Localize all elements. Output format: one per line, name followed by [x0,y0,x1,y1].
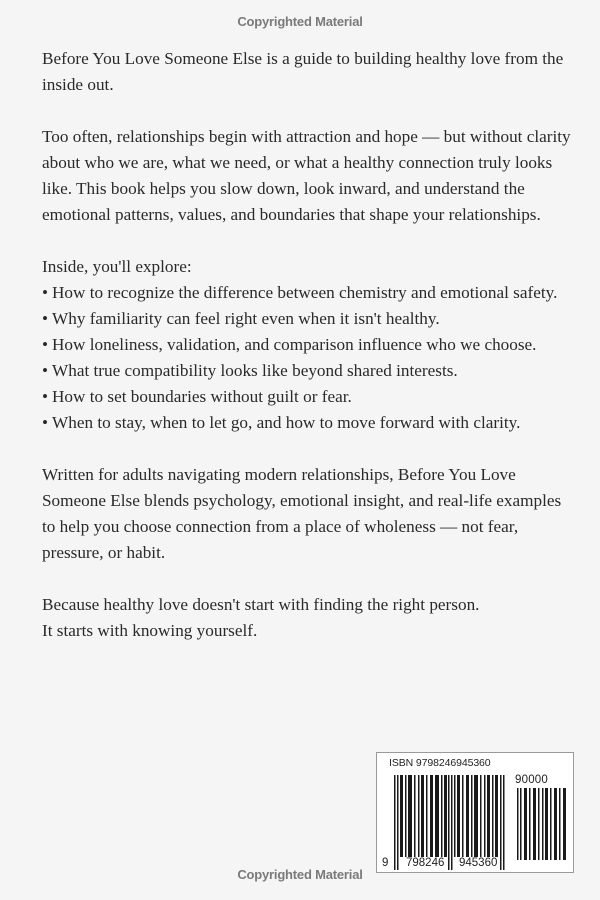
intro-paragraph: Before You Love Someone Else is a guide to building healthy love from the inside out. [42,49,564,94]
bullet-icon: • [42,413,49,432]
closing-line-2: It starts with knowing yourself. [42,621,258,640]
barcode-digit-first: 9 [382,857,389,869]
list-item: • When to stay, when to let go, and how to move forward with clarity. [42,410,572,436]
closing-line-1: Because healthy love doesn't start with finding the right person. [42,595,480,614]
list-item: • How to set boundaries without guilt or fear. [42,384,572,410]
bullet-icon: • [42,309,49,328]
list-item: • Why familiarity can feel right even when it isn't healthy. [42,306,572,332]
bullet-icon: • [42,361,49,380]
bullet-icon: • [42,335,49,354]
bullet-icon: • [42,283,49,302]
addon-barcode-icon [517,788,569,860]
list-heading: Inside, you'll explore: [42,257,192,276]
isbn-label: ISBN 9798246945360 [389,757,491,769]
topics-list [42,280,572,436]
list-item: • How loneliness, validation, and comparison influence who we choose. [42,332,572,358]
barcode-digits-left: 798246 [406,857,445,869]
price-code: 90000 [515,774,548,786]
description-paragraph: Too often, relationships begin with attraction and hope — but without clarity about who we are, what we need, or what a healthy connection truly looks like. This book helps you slow down, look inward, and understand the emotional patterns, values, and boundaries that shape your relationships. [42,127,571,224]
back-cover-text [42,46,572,644]
isbn-barcode [376,752,574,873]
list-item: • How to recognize the difference between chemistry and emotional safety. [42,280,572,306]
audience-paragraph: Written for adults navigating modern relationships, Before You Love Someone Else blends psychology, emotional insight, and real-life examples to help you choose connection from a place of wholeness — not fear, pressure, or habit. [42,465,562,562]
bullet-icon: • [42,387,49,406]
barcode-digits-right: 945360 [459,857,498,869]
copyright-watermark-top: Copyrighted Material [237,14,363,29]
list-item: • What true compatibility looks like beyond shared interests. [42,358,572,384]
copyright-watermark-bottom: Copyrighted Material [237,867,363,882]
barcode-bars-icon [394,775,506,870]
